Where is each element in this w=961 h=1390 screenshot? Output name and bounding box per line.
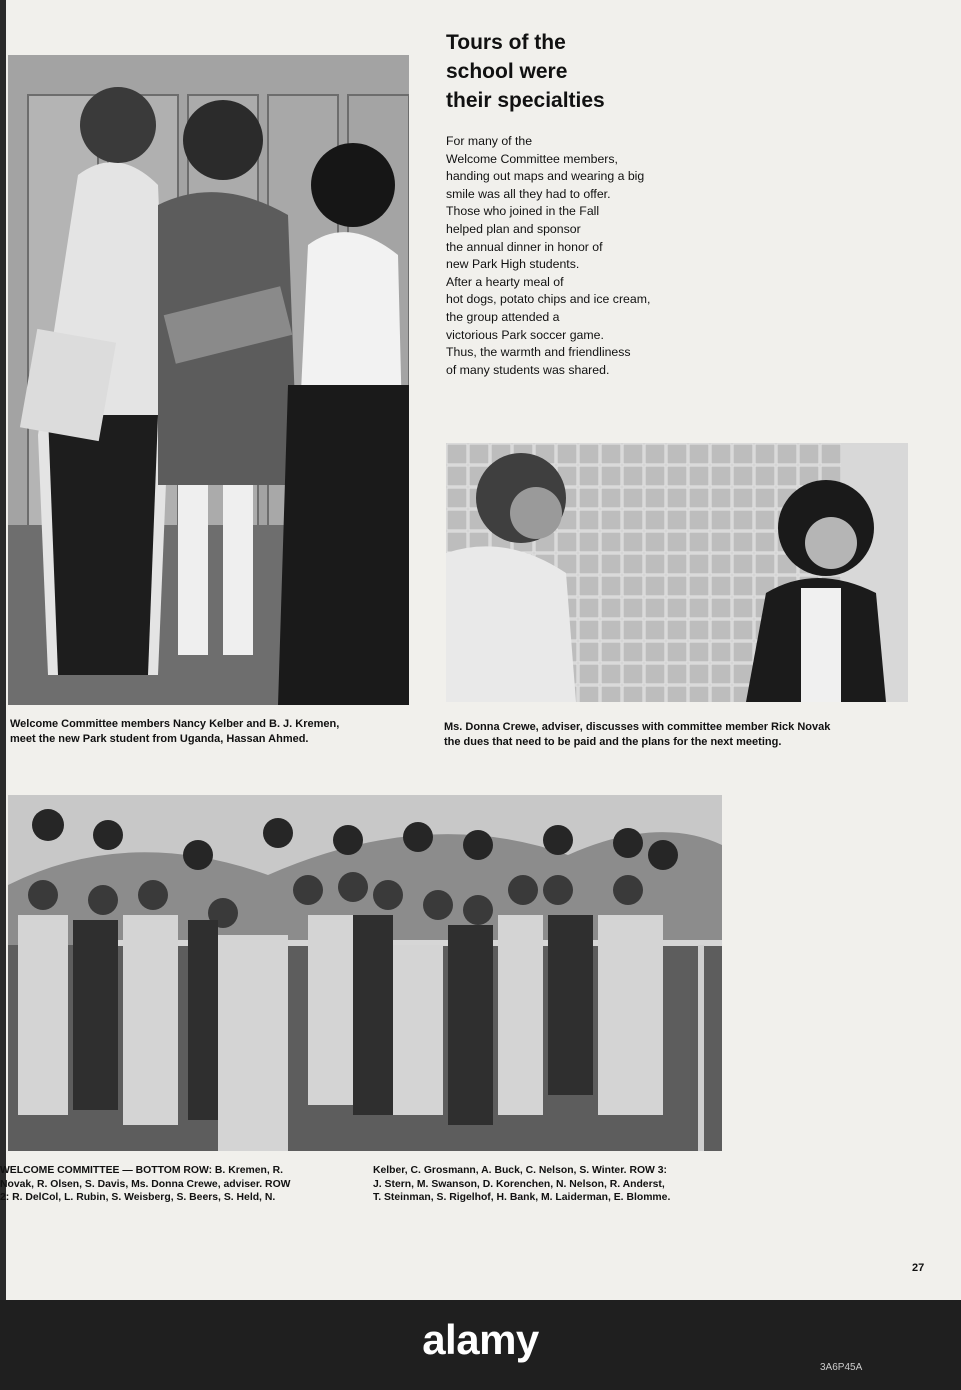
title-line: Tours of the xyxy=(446,31,566,54)
title-line: school were xyxy=(446,60,568,83)
caption-line: Welcome Committee members Nancy Kelber and B. J. Kremen, xyxy=(10,718,340,730)
roster-line: WELCOME COMMITTEE — BOTTOM ROW: B. Kremen, R. xyxy=(0,1165,284,1176)
body-line: For many of the xyxy=(446,134,533,148)
roster-left-column xyxy=(0,1164,290,1205)
roster-line: J. Stern, M. Swanson, D. Korenchen, N. Nelson, R. Anderst, xyxy=(373,1178,665,1190)
body-line: helped plan and sponsor xyxy=(446,221,581,236)
roster-line: Novak, R. Olsen, S. Davis, Ms. Donna Crewe, adviser. ROW xyxy=(0,1178,291,1190)
body-line: the annual dinner in honor of xyxy=(446,239,603,254)
body-line: the group attended a xyxy=(446,309,560,324)
body-line: smile was all they had to offer. xyxy=(446,186,611,201)
page-binding-edge xyxy=(0,0,6,1300)
photo-welcome-committee-group xyxy=(8,795,722,1151)
roster-right-column xyxy=(373,1164,670,1205)
roster-line: Kelber, C. Grosmann, A. Buck, C. Nelson, S. Winter. ROW 3: xyxy=(373,1165,667,1176)
roster-line: 2: R. DelCol, L. Rubin, S. Weisberg, S. Beers, S. Held, N. xyxy=(0,1192,276,1204)
roster-line: T. Steinman, S. Rigelhof, H. Bank, M. Laiderman, E. Blomme. xyxy=(373,1192,671,1204)
caption-line: Ms. Donna Crewe, adviser, discusses with committee member Rick Novak xyxy=(444,721,831,733)
body-line: of many students was shared. xyxy=(446,362,610,377)
body-line: Thus, the warmth and friendliness xyxy=(446,345,631,360)
body-line: Welcome Committee members, xyxy=(446,151,618,166)
caption-office xyxy=(444,720,830,750)
article-title xyxy=(446,28,605,115)
watermark-logo: alamy xyxy=(422,1316,539,1363)
page-number: 27 xyxy=(912,1262,925,1274)
body-line: handing out maps and wearing a big xyxy=(446,169,645,184)
photo-adviser-meeting xyxy=(446,443,908,702)
body-line: Those who joined in the Fall xyxy=(446,204,600,219)
body-line: After a hearty meal of xyxy=(446,274,564,289)
article-body xyxy=(446,133,650,379)
title-line: their specialties xyxy=(446,89,605,112)
watermark-image-id: 3A6P45A xyxy=(820,1362,863,1373)
body-line: victorious Park soccer game. xyxy=(446,327,604,342)
body-line: hot dogs, potato chips and ice cream, xyxy=(446,292,651,307)
body-line: new Park High students. xyxy=(446,257,580,272)
caption-line: meet the new Park student from Uganda, Hassan Ahmed. xyxy=(10,733,309,745)
caption-lockers xyxy=(10,717,339,747)
photo-students-at-lockers xyxy=(8,55,409,705)
caption-line: the dues that need to be paid and the plans for the next meeting. xyxy=(444,736,782,748)
